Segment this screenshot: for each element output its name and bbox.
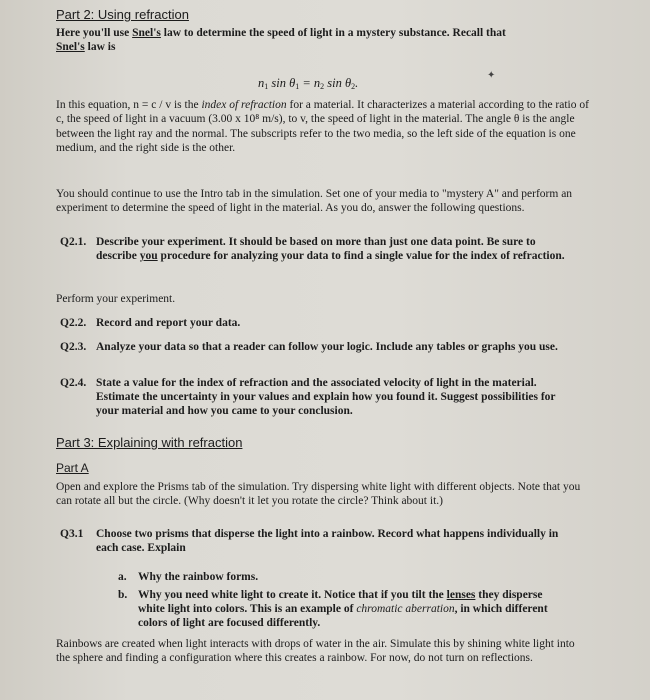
chromatic-aberration-term: chromatic aberration xyxy=(356,603,455,615)
snell-word: Snel's xyxy=(132,27,161,39)
question-3-1-a xyxy=(118,570,558,586)
question-2-2 xyxy=(60,316,580,332)
question-text: Choose two prisms that disperse the light into a rainbow. Record what happens individually in each case. Explain xyxy=(96,528,559,554)
item-text: Why you need white light to create it. Notice that if you tilt the lenses they disperse white light into colors. This is an example of chromatic aberration, in which different colors of light are focused differently. xyxy=(138,589,548,629)
cursor-mark-icon: ✦ xyxy=(487,70,496,81)
item-text: Why the rainbow forms. xyxy=(138,571,259,583)
question-3-1 xyxy=(60,527,580,557)
intro-text-a: Here you'll use xyxy=(56,27,133,39)
question-3-1-b xyxy=(118,588,558,632)
question-number: Q2.2. xyxy=(60,317,87,329)
item-label: a. xyxy=(118,571,127,583)
rainbow-paragraph: Rainbows are created when light interacts with drops of water in the air. Simulate this by shining white light into the sphere and finding a configuration where this creates a rainbow. For now, do not turn on reflections. xyxy=(56,638,575,665)
instructions-paragraph: You should continue to use the Intro tab in the simulation. Set one of your media to "mystery A" and perform an experiment to determine the speed of light in the material. As you do, answer the following questions. xyxy=(56,188,573,215)
question-text: Describe your experiment. It should be based on more than just one data point. Be sure to describe you procedure for analyzing your data to find a single value for the index of refraction. xyxy=(96,236,565,262)
question-text: State a value for the index of refraction and the associated velocity of light in the material. Estimate the uncertainty in your values and explain how you found it. Suggest possibilities for your material and how you came to your conclusion. xyxy=(96,377,556,417)
question-text: Analyze your data so that a reader can follow your logic. Include any tables or graphs you use. xyxy=(96,341,558,353)
question-2-4 xyxy=(60,376,580,420)
intro-text-b: law to determine the speed of light in a mystery substance. Recall that xyxy=(160,27,506,39)
part2-intro xyxy=(56,26,576,55)
refraction-index-paragraph: In this equation, n = c / v is the index of refraction for a material. It characterizes a material according to the ratio of c, the speed of light in a vacuum (3.00 x 10⁸ m/s), to v, the speed of light in the material. The angle θ is the angle between the light ray and the normal. The subscripts refer to the two media, so the left side of the equation is one medium, and the right side is the other. xyxy=(56,99,589,154)
prisms-paragraph: Open and explore the Prisms tab of the simulation. Try dispersing white light with different objects. Note that you can rotate all but the circle. (Why doesn't it let you rotate the circle? Think about it.) xyxy=(56,481,581,508)
item-label: b. xyxy=(118,589,128,601)
intro-text-c: law is xyxy=(84,41,116,54)
part3-subheading: Part A xyxy=(56,461,89,475)
question-number: Q2.3. xyxy=(60,341,87,353)
question-2-1 xyxy=(60,235,580,279)
question-number: Q2.1. xyxy=(60,236,87,248)
lenses-word: lenses xyxy=(446,589,476,601)
you-word: you xyxy=(139,250,158,262)
snell-word: Snel's xyxy=(56,41,85,54)
question-2-3 xyxy=(60,340,580,370)
perform-experiment-line: Perform your experiment. xyxy=(56,293,176,305)
part2-heading: Part 2: Using refraction xyxy=(56,7,189,22)
question-text: Record and report your data. xyxy=(96,317,241,329)
part3-heading: Part 3: Explaining with refraction xyxy=(56,435,243,450)
snell-equation: $n_1$ $\sin \theta_1 = n_2$ $\sin \theta_2$. xyxy=(258,76,359,91)
index-term: index of refraction xyxy=(201,99,287,111)
question-number: Q2.4. xyxy=(60,377,87,389)
question-number: Q3.1 xyxy=(60,528,84,540)
